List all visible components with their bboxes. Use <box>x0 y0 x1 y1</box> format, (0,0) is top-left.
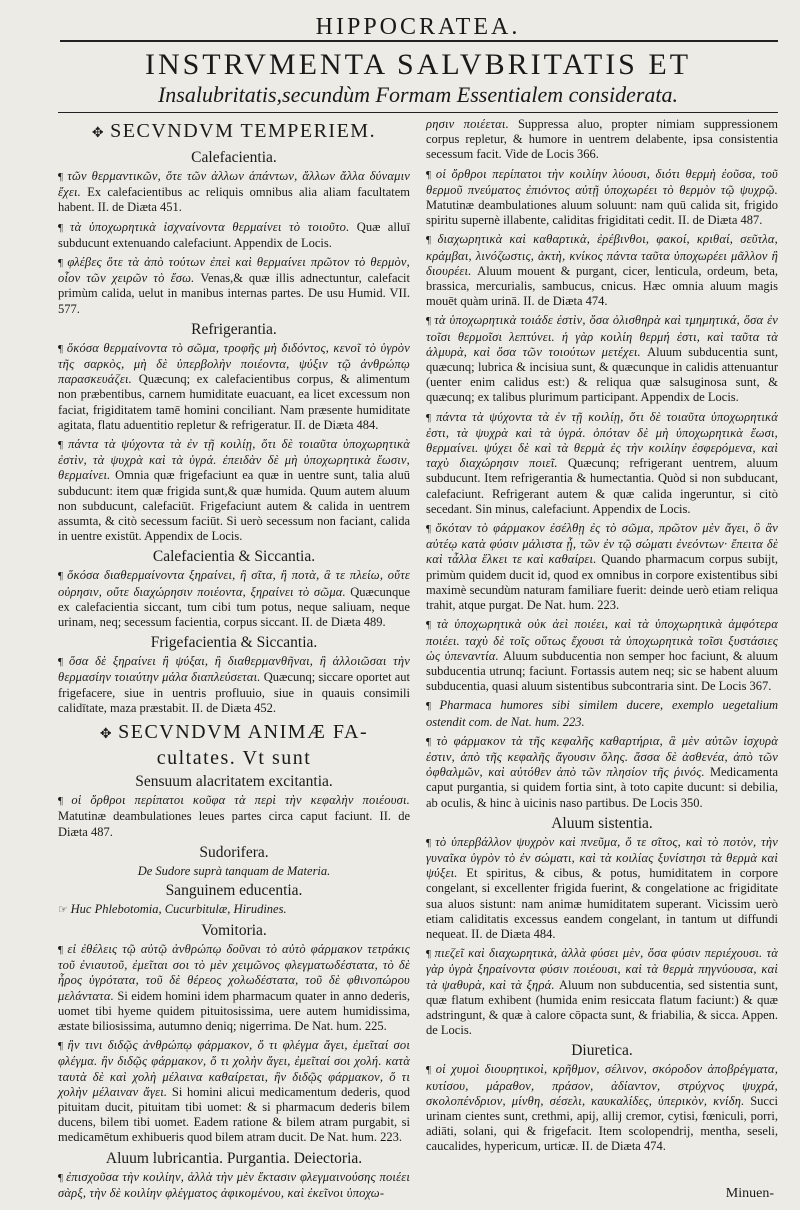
latin-text: Et spiritus, & cibus, & potus, humiditatem in corpore congelant, si excellenter frigida fuerint, & congelatione ac frigiditate sua aluos sistunt: nam animæ humiditatem superant. Vicissim uerò etiam caliditatis excessus eandem congelant, in tantum ut diffundi nequeat. II. de Diæta 484. <box>426 866 778 941</box>
pilcrow-icon: ¶ <box>58 171 68 183</box>
subheading: Calefacientia & Siccantia. <box>152 548 316 566</box>
greek-text: οἱ ὄρθροι περίπατοι τὴν κοιλίην λύουσι, διότι θερμὴ ἐοῦσα, τοῦ θερμοῦ πνεύματος ἐπιόντος αὐτῇ ὑποχωρέει τὸ θερμὸν τῷ ψυχρῷ. <box>426 166 778 197</box>
paragraph <box>426 167 778 229</box>
paragraph <box>58 793 410 840</box>
subheading: Sanguinem educentia. <box>165 881 303 899</box>
pilcrow-icon: ¶ <box>58 1040 68 1053</box>
cross-reference: De Sudore suprà tanquam de Materia. <box>137 863 331 878</box>
paragraph <box>58 902 410 918</box>
latin-text: Aluum subducentia sunt, quæcunq; lubrica & incisiua sunt, & quæcunque in calidis attenuantur (uenter enim calidus est:) & reliqua quæ salsuginosa sunt, & quæcunq; ex talibus plurimum participant. Appendix de Locis. <box>426 344 779 405</box>
greek-text: πάντα τὰ ψύχοντα τὰ ἐν τῇ κοιλίῃ, ὅτι δὲ τοιαῦτα ὑποχωρητικὰ ἐστὶν, τὰ ψυχρὰ καὶ τὰ ὑγρά. ἐπειδὰν δὲ μὴ ὑποχωρητικὰ ἔωσιν, θερμαίνει. <box>58 437 411 483</box>
section-heading-continued: cultates. Vt sunt <box>156 747 312 770</box>
latin-text: Aluum mouent & purgant, cicer, lenticula, ordeum, beta, brassica, mercurialis, sambucus, cnicus. Hæc omnia aluum magis mouēt quàm urinā. II. de Diæta 474. <box>426 263 778 309</box>
pilcrow-icon: ¶ <box>426 836 436 849</box>
section-heading <box>58 720 410 747</box>
latin-text: Aluum non subducentia, sed sistentia sunt, quæ flatum exhibent (humida enim resiccata flatum faciunt:) & quæ adstringunt, & quæ à calore cōpacta sunt, & friabilia, & sicca. Appen. de Locis. <box>426 977 778 1038</box>
pilcrow-icon: ¶ <box>426 168 436 181</box>
latin-text: Suppressa aluo, propter nimiam suppressionem corpus repletur, & humore in uentrem delabente, ipsa consistentia secessum facit. Vide de Locis 366. <box>426 117 779 162</box>
latin-text: Aluum subducentia non semper hoc faciunt, & aluum subducentia utrunq; faciunt. Fortassis autem neq; sic se habent aluum subducentia, quasi aluum sistentibus subcontraria sint. De Locis 367. <box>426 648 779 694</box>
pilcrow-icon: ¶ <box>426 700 440 713</box>
pilcrow-icon: ¶ <box>426 523 436 536</box>
catchword: Minuen- <box>725 1186 774 1201</box>
paragraph <box>426 117 778 163</box>
pilcrow-icon: ¶ <box>58 943 68 956</box>
pilcrow-icon: ¶ <box>58 221 70 234</box>
latin-text: Succi urinam cientes sunt, crethmi, apij, allij cremor, cytisi, fœniculi, porri, adiāti, solani, qui & frigefacit. Item scolopendrij, mentha, seseli, caucalides, hypericum, urticæ. II. de Diæta 474. <box>426 1093 778 1154</box>
pilcrow-ornament-icon: ✥ <box>99 727 119 743</box>
running-head: HIPPOCRATEA. <box>315 14 521 40</box>
subheading: Vomitoria. <box>201 921 267 939</box>
greek-text: πάντα τὰ ψύχοντα τὰ ἐν τῇ κοιλίῃ, ὅτι δὲ τοιαῦτα ὑποχωρητικά ἐστι, τὰ ψυχρὰ καὶ τὰ ὑγρά. ὁπόταν δὲ μὴ ὑποχωρητικὰ ἔωσι, θερμαίνει. ψύχει δὲ καὶ τὰ θερμὰ ἐς τὴν κοιλίην ἐσφερόμενα, καὶ ταχὺ διαχώρησιν ποιεῖ. <box>426 409 779 471</box>
pilcrow-icon: ¶ <box>58 257 68 270</box>
subheading: Calefacientia. <box>191 149 277 166</box>
greek-text: ὅκόσα διαθερμαίνοντα ξηραίνει, ἢ σῖτα, ἢ ποτὰ, ἃ τε πλείω, οὔτε οὐρησιν, οὔτε διαχώρησιν ποιέοντα, ξηραίνει τὸ σῶμα. <box>58 568 410 599</box>
paragraph <box>426 1062 778 1154</box>
latin-text: Quæcunq; refrigerant uentrem, aluum subducunt. Item refrigerantia & humectantia. Quòd si non subducant, calefaciunt. Refrigerant autem & quæ calida ingeruntur, si citò secedant. Sin minus, calefaciunt. Appendix de Locis. <box>426 456 779 516</box>
greek-text: τῶν θερμαντικῶν, ὅτε τῶν ἀλλων ἁπάντων, ἄλλων ἄλλα δύναμιν ἔχει. <box>58 169 410 200</box>
paragraph <box>426 835 778 942</box>
pilcrow-icon: ¶ <box>426 948 435 961</box>
paragraph <box>426 734 778 811</box>
subheading: Sensuum alacritatem excitantia. <box>135 773 333 791</box>
paragraph <box>426 410 778 517</box>
subheading: Refrigerantia. <box>191 320 277 338</box>
title-line-2: Insalubritatis,secundùm Formam Essentialem considerata. <box>157 82 679 107</box>
two-column-text <box>58 117 778 1207</box>
pilcrow-icon: ¶ <box>58 795 72 808</box>
paragraph <box>58 220 410 251</box>
paragraph <box>58 942 410 1034</box>
greek-text: οἱ ὄρθροι περίπατοι κοῦφα τὰ περὶ τὴν κεφαλὴν ποιέουσι. <box>71 793 411 808</box>
paragraph <box>58 169 410 216</box>
subheading: Aluum lubricantia. Purgantia. Deiectoria. <box>105 1149 363 1167</box>
greek-text: ρησιν ποιέεται. <box>426 117 509 131</box>
pilcrow-icon: ¶ <box>426 315 435 328</box>
latin-text: Si eidem homini idem pharmacum quater in anno dederis, uomet tibi hyeme quidem pituitosissima, uere autem humidissima, æstate biliosissima, autumno deniq; nigerrima. De Nat. hum. 225. <box>58 988 410 1033</box>
paragraph <box>58 255 410 317</box>
pilcrow-icon: ¶ <box>426 411 437 424</box>
pilcrow-icon: ¶ <box>58 439 69 452</box>
latin-text: Quando pharmacum corpus subijt, primùm quidem ducit id, quod ex omnibus in corpore existentibus sibi maximè secundùm naturam familiare fuerit: deinde uerò etiam reliqua trahit, atque purgat. De Nat. hum. 223. <box>426 552 778 613</box>
greek-text: τὰ ὑποχωρητικὰ ἰσχναίνοντα θερμαίνει τὸ τοιοῦτο. <box>69 219 350 234</box>
paragraph <box>426 521 778 613</box>
latin-text: Pharmaca humores sibi similem ducere, exemplo uegetalium ostendit com. de Nat. hum. 223. <box>426 698 779 729</box>
paragraph <box>58 1170 410 1201</box>
greek-text: ἐπισχοῦσα τὴν κοιλίην, ἀλλὰ τὴν μὲν ἔκτασιν φλεγμαινούσης ποιέει σὰρξ, τὴν δὲ κοιλίην φλέγματος ἀφικομένου, καὶ ἐκεῖνοι ὑποχω- <box>58 1169 411 1200</box>
greek-text: τὸ φάρμακον τὰ τῆς κεφαλῆς καθαρτήρια, ἃ μὲν αὐτῶν ἰσχυρὰ ἐστιν, ἀπὸ τῆς κεφαλῆς ἄγουσιν ὅλης. ἄσσα δὲ ἀσθενέα, ἀπὸ τῶν ὀφθαλμῶν, καὶ αὐτόθεν ἀπὸ τῶν πλησίον τῆς ῥινός. <box>426 733 779 780</box>
paragraph <box>58 341 410 433</box>
paragraph <box>58 1038 410 1145</box>
title-line-1: INSTRVMENTA SALVBRITATIS ET <box>144 48 692 81</box>
title-block <box>58 42 778 113</box>
paragraph <box>58 437 410 544</box>
greek-text: ἢν τινι διδῷς ἀνθρώπῳ φάρμακον, ὅ τι φλέγμα ἄγει, ἐμεῖταί σοι φλέγμα. ἢν διδῷς φάρμακον, ὅ τι χολὴν ἄγει, ἐμεῖταί σοι χολή. κατὰ ταυτὰ δὲ καὶ χολὴ μέλαινα καθαίρεται, ἢν διδῷς φάρμακον, ὅ τι χολὴν μέλαιναν ἄγει. <box>58 1038 410 1099</box>
greek-text: τὰ ὑποχωρητικὰ οὐκ ἀεὶ ποιέει, καὶ τὰ ὑποχωρητικὰ ἀμφότερα ποιέει. ταχὺ δὲ τοῖς οὕτως ἔχουσι τὰ ὑποχωρητικὰ τοῖσι ξυστάσιες ὡς ὑπεναντία. <box>426 617 778 663</box>
pilcrow-icon: ¶ <box>58 1171 67 1184</box>
pilcrow-icon: ¶ <box>426 1064 436 1077</box>
pilcrow-ornament-icon: ✥ <box>91 126 111 141</box>
latin-text: Quæcunq; ex calefacientibus corpus, & alimentum non præbentibus, carnem humiditate euacuant, ea licet excessum non faciat, frigiditatem tamē homini conciliant. Nam præsente humiditate agitata, flatu aduentitio repletur & refrigeratur. II. de Diæta 484. <box>58 372 411 432</box>
greek-text: ὅκόταν τὸ φάρμακον ἐσέλθῃ ἐς τὸ σῶμα, πρῶτον μὲν ἄγει, ὃ ἂν αὐτέῳ κατὰ φύσιν μάλιστα ᾖ, τῶν ἐν τῷ σώματι ἐνεόντων· ἔπειτα δὲ καὶ τἆλλα ἕλκει τε καὶ καθαίρει. <box>426 521 779 567</box>
latin-text: Venas,& quæ illis adnectuntur, calefacit primùm calida, uelut in manibus internas partes. De usu Humid. VII. 577. <box>58 271 410 316</box>
paragraph <box>426 617 778 694</box>
latin-text: Matutinæ deambulationes aluum soluunt: nam quū calida sit, frigido spiritu supernè illabente, caliditas frigiditati cedit. II. de Diæta 487. <box>426 198 778 228</box>
latin-text: Omnia quæ frigefaciunt ea quæ in uentre sunt, talia aluū subducunt: item quæ frigida sunt,& quæ humida. Quum autem aluum non subducunt, calefaciūt. Frigefaciunt autem & calida in uentrem assumta, & citò secessum faciūt. Si uerò secessum non faciant, calida in uentre existūt. Appendix de Locis. <box>58 468 411 544</box>
pilcrow-icon: ¶ <box>58 656 69 669</box>
latin-text: Ex calefacientibus ac reliquis omnibus alia aliam facultatem habent. II. de Diæta 451. <box>58 185 410 215</box>
left-column <box>58 117 410 1207</box>
subheading: Diuretica. <box>571 1042 633 1060</box>
section-heading-text: SECVNDVM ANIMÆ FA- <box>118 721 369 744</box>
paragraph <box>426 232 778 309</box>
paragraph <box>426 313 778 405</box>
latin-text: Quæcunq; siccare oportet aut frigefacere, siue in uentris profluuio, siue in quauis consimili calidītate, maza præstabit. II. de Diæta 452. <box>58 670 411 715</box>
greek-text: πιεζεῖ καὶ διαχωρητικὰ, ἀλλὰ φύσει μὲν, ὅσα φύσιν περιέχουσι. τὰ γὰρ ὑγρὰ ξηραίνοντα φύσιν ποιέουσι, καὶ τὰ θερμὰ πηγνύουσα, καὶ τὰ ψαθυρὰ, καὶ τὰ ξηρά. <box>426 946 779 992</box>
latin-text: Matutinæ deambulationes leues partes circa caput faciunt. II. de Diæta 487. <box>58 809 410 839</box>
subheading: Frigefacientia & Siccantia. <box>150 634 318 652</box>
subheading: Sudorifera. <box>199 843 269 861</box>
paragraph <box>426 946 778 1038</box>
section-heading-text: SECVNDVM TEMPERIEM. <box>110 120 377 142</box>
pointing-hand-icon: ☞ <box>58 903 71 916</box>
latin-text: Quæcunque ex calefacientia siccant, tum cibi tum potus, neque saliuam, neque urinam, neq; secessum facientia, corpus siccant. II. de Diæta 489. <box>58 584 410 630</box>
greek-text: ὅσα δὲ ξηραίνει ἢ ψύξαι, ἢ διαθερμανθῆναι, ἢ ἀλλοιῶσαι τὴν θερμασίην τοιαύτην μάλα διαπλεύσεται. <box>58 654 410 685</box>
greek-text: εἰ ἐθέλεις τῷ αὐτῷ ἀνθρώπῳ δοῦναι τὸ αὐτὸ φάρμακον τετράκις τοῦ ἐνιαυτοῦ, ἐμεῖται σοι τὸ μὲν χειμῶνος φλεγματωδέστατα, τὸ δὲ ἦρος ὑγρότατα, τοῦ δὲ θέρεος χολωδέστατα, τοῦ δὲ φθινοπώρου μελάντατα. <box>58 941 411 1003</box>
paragraph <box>426 698 778 729</box>
paragraph <box>58 568 410 630</box>
greek-text: οἱ χυμοὶ διουρητικοὶ, κρῆθμον, σέλινον, σκόροδον ἀποβρέγματα, κυτίσου, μάραθον, πράσον, ἀδίαντον, στρύχνος ψυχρά, σκολοπένδριον, μίνθη, σέσελι, καυκαλίδες, ὑπερικὸν, κνίδη. <box>426 1062 779 1108</box>
greek-text: διαχωρητικὰ καὶ καθαρτικὰ, ἐρέβινθοι, φακοί, κριθαί, σεῦτλα, κράμβαι, λινόζωστις, ἀκτὴ, κνίκος πάντα ταῦτα ὑποχωρέει μᾶλλον ἢ διουρέει. <box>426 232 779 278</box>
section-heading <box>58 119 410 146</box>
subheading: Aluum sistentia. <box>551 814 653 832</box>
pilcrow-icon: ¶ <box>58 570 68 583</box>
pilcrow-icon: ¶ <box>426 234 438 247</box>
latin-text: Quæ alluī subducunt extenuando calefaciunt. Appendix de Locis. <box>58 219 410 250</box>
greek-text: ὅκόσα θερμαίνοντα τὸ σῶμα, τροφῆς μὴ διδόντος, κενοῖ τὸ ὑγρὸν τῆς σαρκὸς, μὴ δὲ ὑπερβολὴν ποιέοντα, ψύξιν τῷ ἀνθρώπῳ παρασκευάζει. <box>58 340 411 387</box>
latin-text: Medicamenta caput purgantia, si quidem fortia sint, à toto capite ducunt: si debilia, ab oculis, & hinc à uicinis naso partibus. De Locis 350. <box>426 765 778 810</box>
pilcrow-icon: ¶ <box>58 342 67 355</box>
greek-text: τὰ ὑποχωρητικὰ τοιάδε ἐστὶν, ὅσα ὀλισθηρὰ καὶ τμημητικά, ὅσα ἐν τοῖσι θερμοῖσι λεπτύνει. ἡ γὰρ κοιλίη θερμή ἐστι, καὶ ταῦτα τὰ ἁλμυρὰ, καὶ ὅσα τῶν τοιούτων μετέχει. <box>426 313 778 359</box>
right-column <box>426 117 778 1207</box>
paragraph <box>58 654 410 716</box>
latin-text: Si homini alicui medicamentum dederis, quod pituitam ducit, pituitam tibi uomet: & si pharmacum dederis bilem ducens, bilem tibi uomet. Eadem ratione & bilem atram purgabit, si medicamētum exhibueris quod bilem atram ducit. De Nat. hum. 223. <box>58 1084 411 1145</box>
greek-text: φλέβες ὅτε τὰ ἀπὸ τούτων ἐπεὶ καὶ θερμαίνει πρῶτον τὸ θερμὸν, οἷον τῶν χειρῶν τὸ ἔσω. <box>58 255 410 286</box>
pilcrow-icon: ¶ <box>426 735 437 748</box>
latin-text: Huc Phlebotomia, Cucurbitulæ, Hirudines. <box>70 901 287 916</box>
pilcrow-icon: ¶ <box>426 619 437 632</box>
greek-text: τὸ ὑπερβάλλον ψυχρὸν καὶ πνεῦμα, ὅ τε σῖτος, καὶ τὸ ποτὸν, τὴν γυναῖκα ὑγρὸν τὸ ἐν σώματι, καὶ τὰ κοιλίας ξυνίστησι τὰ θερμὰ καὶ ψύξει. <box>426 834 779 881</box>
